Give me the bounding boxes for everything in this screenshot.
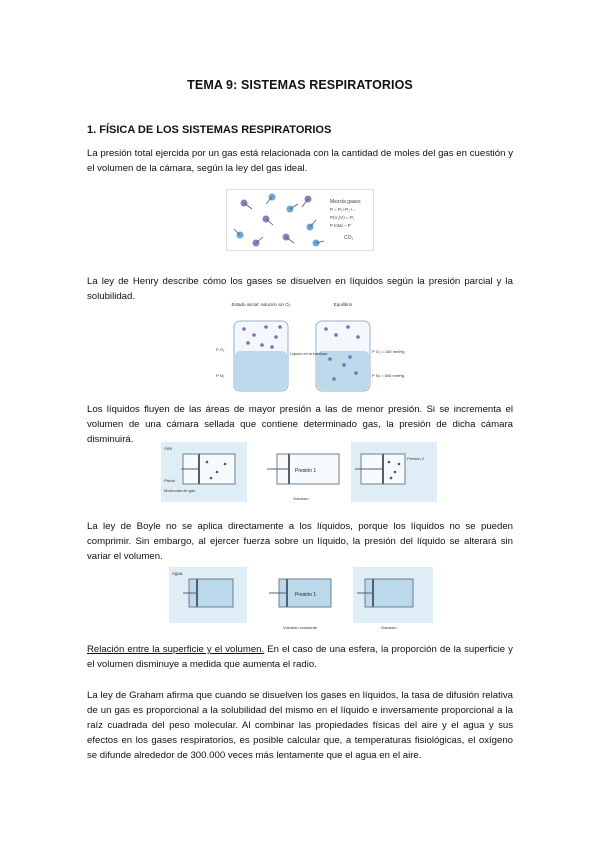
figure2-right-label-1: P O₂ = 160 mmHg bbox=[372, 349, 405, 354]
beaker-right-icon bbox=[316, 321, 370, 391]
figure3-mid-label: Presión 1 bbox=[295, 468, 317, 474]
figure1-gas-label: CO₂ bbox=[344, 235, 354, 241]
liquid-panel-3-icon bbox=[353, 567, 433, 623]
figure4-bottom-mid: Volumen constante bbox=[283, 625, 318, 630]
piston-panel-3-icon bbox=[351, 442, 437, 502]
paragraph-henry: La ley de Henry describe cómo los gases se disuelven en líquidos según la presión parcial y la solubilidad. bbox=[87, 276, 513, 302]
figure1-mixture-label: Mezcla gases bbox=[330, 199, 361, 205]
paragraph-boyle: La ley de Boyle no se aplica directamente a los líquidos, porque los líquidos no se pueden comprimir. Sin embargo, al ejercer fuerza sobre un líquido, la presión del líquido se alterará sin variar el volumen. bbox=[87, 521, 513, 562]
figure3-left-top: Aire bbox=[164, 446, 173, 451]
figure4-left-top: Agua bbox=[172, 571, 183, 576]
figure-liquid-pistons bbox=[169, 567, 433, 633]
paragraph-ideal-gas: La presión total ejercida por un gas está relacionada con la cantidad de moles del gas en cuestión y el volumen de la cámara, según la ley del gas ideal. bbox=[87, 148, 513, 174]
figure2-mid-label: Líquido en la interfase bbox=[290, 352, 328, 356]
figure2-left-caption: Estado inicial: solución sin O₂ bbox=[231, 302, 291, 307]
figure4-mid-label: Presión 1 bbox=[295, 592, 317, 598]
paragraph-graham: La ley de Graham afirma que cuando se disuelven los gases en líquidos, la tasa de difusión relativa de un gas es proporcional a la solubilidad del mismo en el líquido e inversamente proporcional a la raíz cuadrada del peso molecular. Al combinar las propiedades físicas del aire y el agua y sus efectos en los gases respiratorios, es posible calcular que, a temperaturas fisiológicas, el oxígeno se difunde alrededor de 300.000 veces más lentamente que el agua en el aire. bbox=[87, 690, 513, 761]
figure3-left-molecules: Moléculas de gas bbox=[164, 488, 196, 493]
figure2-left-label-2: P N₂ bbox=[216, 373, 225, 378]
svg-text:P(V₁/V) = P₁: P(V₁/V) = P₁ bbox=[330, 215, 355, 220]
page-title: TEMA 9: SISTEMAS RESPIRATORIOS bbox=[187, 78, 413, 92]
figure4-right-label: Volumen bbox=[381, 625, 397, 630]
paragraph-pressure-flow: Los líquidos fluyen de las áreas de mayor presión a las de menor presión. Si se incrementa el volumen de una cámara sellada que contiene determinado gas, la presión de dicha cámara disminuirá. bbox=[87, 404, 513, 445]
section-heading: 1. FÍSICA DE LOS SISTEMAS RESPIRATORIOS bbox=[87, 124, 332, 136]
figure-gas-molecules bbox=[226, 189, 374, 251]
piston-panel-1-icon bbox=[161, 442, 247, 502]
paragraph-surface-volume bbox=[87, 642, 513, 672]
surface-volume-heading: Relación entre la superficie y el volumen. bbox=[87, 644, 265, 655]
svg-text:P total − P: P total − P bbox=[330, 223, 351, 228]
figure2-left-label-1: P O₂ bbox=[216, 347, 225, 352]
figure2-right-label-2: P N₂ = 600 mmHg bbox=[372, 373, 405, 378]
surface-volume-text: En el caso de una esfera, la proporción de la superficie y el volumen disminuye a medida que aumenta el radio. bbox=[87, 644, 513, 670]
figure3-p2-label: Presión 2 bbox=[407, 456, 424, 461]
svg-text:P = P₁+P₂+...: P = P₁+P₂+... bbox=[330, 207, 357, 212]
figure2-right-caption: Equilibrio bbox=[333, 302, 353, 307]
figure3-bottom-mid: Volumen bbox=[293, 496, 309, 501]
figure3-left-piston: Pistón bbox=[164, 478, 176, 483]
figure-henry-beakers bbox=[214, 299, 412, 395]
figure-gas-pistons bbox=[161, 442, 437, 512]
beaker-left-icon bbox=[234, 321, 288, 391]
